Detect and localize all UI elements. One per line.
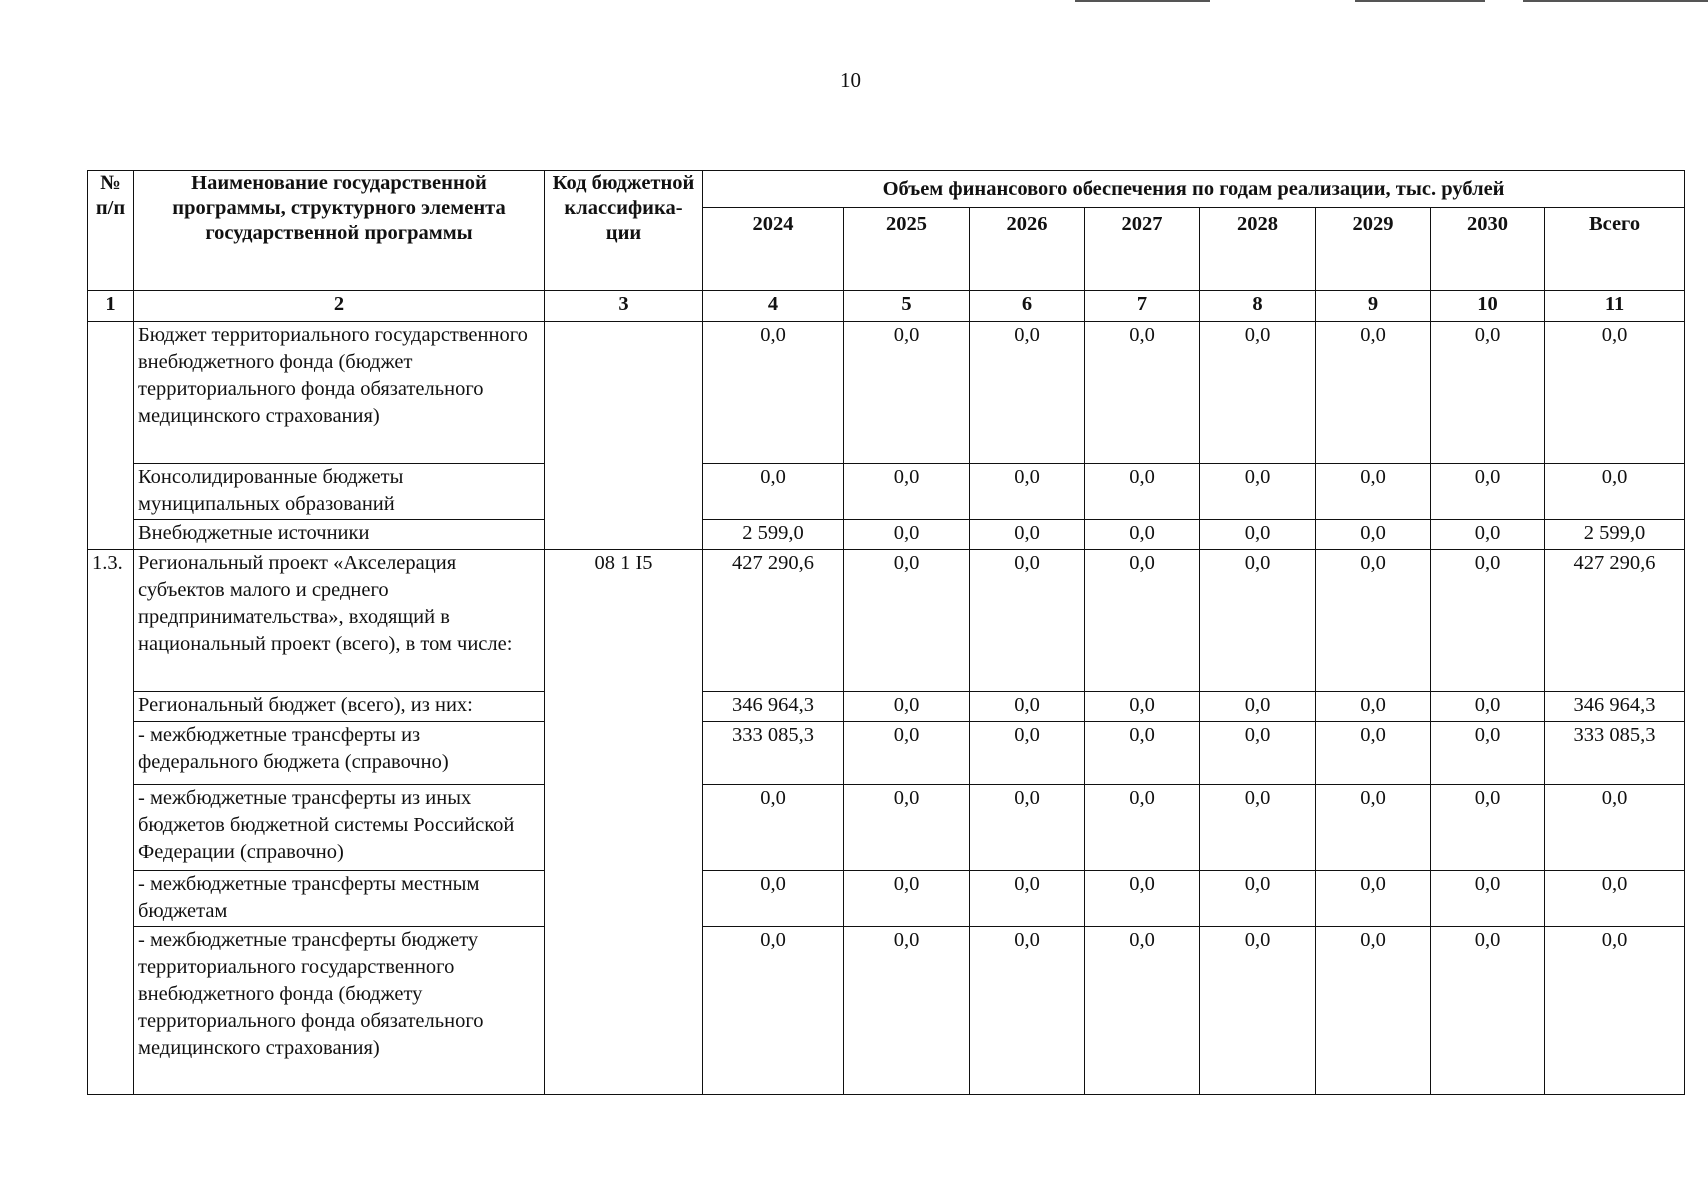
value-cell: 0,0	[1200, 692, 1316, 722]
value-cell: 0,0	[844, 722, 970, 785]
value-cell: 0,0	[1085, 927, 1200, 1095]
table-row	[88, 692, 1685, 722]
column-number: 9	[1316, 291, 1431, 322]
value-cell: 0,0	[1200, 520, 1316, 550]
value-cell: 0,0	[970, 322, 1085, 464]
value-cell: 0,0	[1200, 322, 1316, 464]
financing-table	[87, 170, 1685, 1095]
value-cell: 0,0	[970, 871, 1085, 927]
header-year: 2027	[1085, 208, 1200, 291]
column-number: 5	[844, 291, 970, 322]
value-cell: 0,0	[703, 785, 844, 871]
value-cell: 0,0	[703, 871, 844, 927]
header-year: 2024	[703, 208, 844, 291]
value-cell: 0,0	[1316, 871, 1431, 927]
table-header	[88, 171, 1685, 322]
value-cell: 0,0	[844, 927, 970, 1095]
header-year: 2030	[1431, 208, 1545, 291]
value-cell: 0,0	[1431, 550, 1545, 692]
table-row	[88, 550, 1685, 692]
row-name: Региональный бюджет (всего), из них:	[134, 692, 545, 722]
row-number	[88, 322, 134, 550]
value-cell: 333 085,3	[1545, 722, 1685, 785]
value-cell: 0,0	[970, 520, 1085, 550]
value-cell: 0,0	[1316, 785, 1431, 871]
header-volume: Объем финансового обеспечения по годам реализации, тыс. рублей	[703, 171, 1685, 208]
value-cell: 0,0	[1200, 722, 1316, 785]
column-number: 6	[970, 291, 1085, 322]
value-cell: 0,0	[844, 785, 970, 871]
page-number: 10	[840, 68, 861, 92]
value-cell: 2 599,0	[1545, 520, 1685, 550]
value-cell: 346 964,3	[703, 692, 844, 722]
value-cell: 0,0	[1085, 322, 1200, 464]
column-number: 10	[1431, 291, 1545, 322]
value-cell: 0,0	[970, 692, 1085, 722]
value-cell: 0,0	[1431, 322, 1545, 464]
value-cell: 0,0	[970, 785, 1085, 871]
value-cell: 0,0	[703, 322, 844, 464]
header-num: № п/п	[88, 171, 134, 291]
scan-edge-line	[1075, 0, 1210, 2]
header-year: 2029	[1316, 208, 1431, 291]
value-cell: 0,0	[1431, 871, 1545, 927]
row-name: - межбюджетные трансферты бюджету территориального государственного внебюджетного фонда (бюджету территориального фонда обязательного медицинского страхования)	[134, 927, 545, 1095]
value-cell: 2 599,0	[703, 520, 844, 550]
value-cell: 0,0	[844, 692, 970, 722]
value-cell: 0,0	[1545, 464, 1685, 520]
table-row	[88, 785, 1685, 871]
column-number: 8	[1200, 291, 1316, 322]
row-name: Бюджет территориального государственного внебюджетного фонда (бюджет территориального фонда обязательного медицинского страхования)	[134, 322, 545, 464]
value-cell: 0,0	[1316, 692, 1431, 722]
value-cell: 0,0	[1431, 464, 1545, 520]
row-name: Внебюджетные источники	[134, 520, 545, 550]
value-cell: 0,0	[1316, 322, 1431, 464]
value-cell: 0,0	[1200, 550, 1316, 692]
column-number: 1	[88, 291, 134, 322]
column-number: 7	[1085, 291, 1200, 322]
value-cell: 0,0	[1545, 785, 1685, 871]
column-number: 3	[545, 291, 703, 322]
scan-edge-line	[1355, 0, 1485, 2]
value-cell: 0,0	[970, 550, 1085, 692]
row-name: Консолидированные бюджеты муниципальных образований	[134, 464, 545, 520]
column-number: 11	[1545, 291, 1685, 322]
value-cell: 0,0	[844, 464, 970, 520]
header-code: Код бюджетной классифика-ции	[545, 171, 703, 291]
value-cell: 0,0	[844, 550, 970, 692]
value-cell: 0,0	[1431, 927, 1545, 1095]
table-row	[88, 927, 1685, 1095]
table-row	[88, 520, 1685, 550]
table-row	[88, 871, 1685, 927]
header-year: 2026	[970, 208, 1085, 291]
value-cell: 0,0	[1316, 927, 1431, 1095]
value-cell: 0,0	[1200, 464, 1316, 520]
row-number: 1.3.	[88, 550, 134, 1095]
value-cell: 0,0	[1431, 785, 1545, 871]
table-body	[88, 322, 1685, 1095]
value-cell: 0,0	[1085, 871, 1200, 927]
column-numbers-row	[88, 291, 1685, 322]
table-row	[88, 464, 1685, 520]
value-cell: 0,0	[1545, 871, 1685, 927]
value-cell: 427 290,6	[1545, 550, 1685, 692]
value-cell: 0,0	[1200, 785, 1316, 871]
header-year: 2025	[844, 208, 970, 291]
value-cell: 0,0	[1545, 927, 1685, 1095]
row-name: - межбюджетные трансферты местным бюджетам	[134, 871, 545, 927]
budget-code: 08 1 I5	[545, 550, 703, 1095]
header-year: Всего	[1545, 208, 1685, 291]
header-name: Наименование государственной программы, структурного элемента государственной программы	[134, 171, 545, 291]
row-name: - межбюджетные трансферты из иных бюджетов бюджетной системы Российской Федерации (справочно)	[134, 785, 545, 871]
value-cell: 0,0	[1085, 550, 1200, 692]
value-cell: 0,0	[1316, 722, 1431, 785]
value-cell: 0,0	[1200, 871, 1316, 927]
value-cell: 0,0	[1545, 322, 1685, 464]
value-cell: 0,0	[1085, 520, 1200, 550]
column-number: 4	[703, 291, 844, 322]
value-cell: 0,0	[970, 927, 1085, 1095]
value-cell: 0,0	[703, 927, 844, 1095]
value-cell: 0,0	[1431, 692, 1545, 722]
value-cell: 0,0	[1431, 520, 1545, 550]
value-cell: 346 964,3	[1545, 692, 1685, 722]
value-cell: 0,0	[1316, 464, 1431, 520]
value-cell: 0,0	[703, 464, 844, 520]
value-cell: 0,0	[1316, 550, 1431, 692]
value-cell: 0,0	[844, 322, 970, 464]
value-cell: 0,0	[1316, 520, 1431, 550]
table-row	[88, 322, 1685, 464]
value-cell: 0,0	[970, 722, 1085, 785]
value-cell: 0,0	[1085, 722, 1200, 785]
value-cell: 0,0	[970, 464, 1085, 520]
value-cell: 0,0	[1085, 692, 1200, 722]
value-cell: 333 085,3	[703, 722, 844, 785]
value-cell: 0,0	[844, 520, 970, 550]
column-number: 2	[134, 291, 545, 322]
table-row	[88, 722, 1685, 785]
value-cell: 0,0	[1200, 927, 1316, 1095]
value-cell: 0,0	[1085, 464, 1200, 520]
budget-code	[545, 322, 703, 550]
value-cell: 427 290,6	[703, 550, 844, 692]
value-cell: 0,0	[844, 871, 970, 927]
header-year: 2028	[1200, 208, 1316, 291]
value-cell: 0,0	[1431, 722, 1545, 785]
row-name: - межбюджетные трансферты из федерального бюджета (справочно)	[134, 722, 545, 785]
value-cell: 0,0	[1085, 785, 1200, 871]
row-name: Региональный проект «Акселерация субъектов малого и среднего предпринимательства», входящий в национальный проект (всего), в том числе:	[134, 550, 545, 692]
scan-edge-line	[1523, 0, 1708, 2]
